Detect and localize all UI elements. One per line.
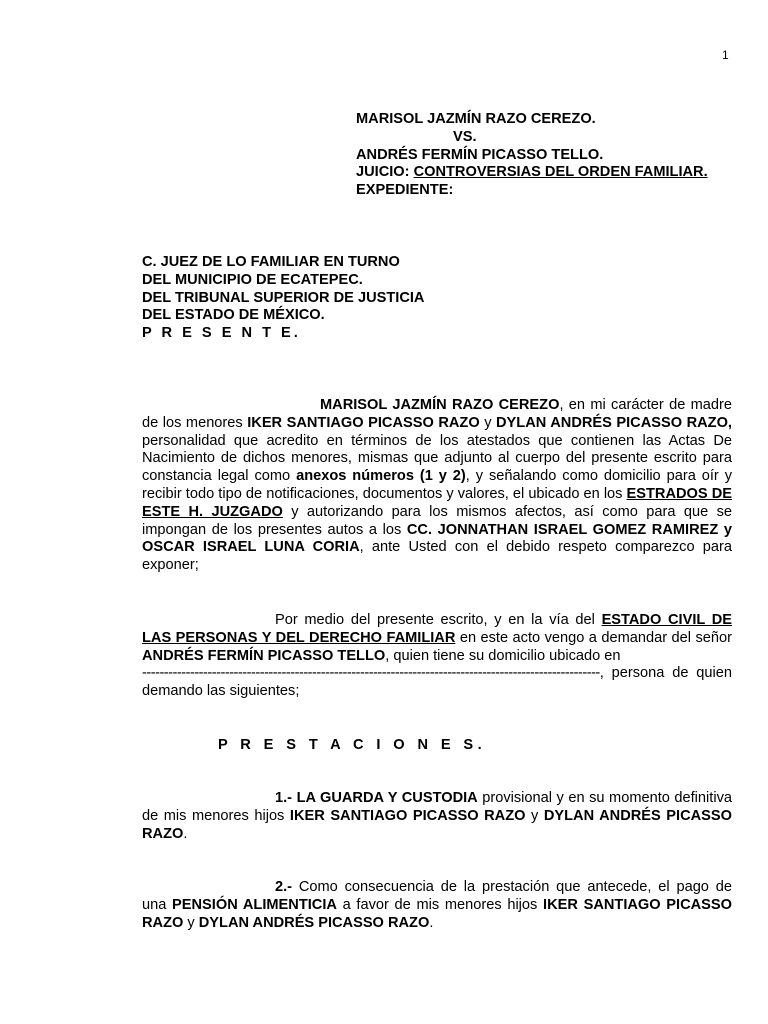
item1-number: 1.- — [275, 790, 297, 806]
item2-seg-2: PENSIÓN ALIMENTICIA — [172, 896, 337, 913]
item1-seg-2: provisional y en su momento definitiva de mis menores hijos — [142, 790, 732, 824]
introduction-paragraph — [142, 397, 732, 575]
item2-seg-7: . — [429, 914, 434, 931]
page-number: 1 — [722, 48, 729, 62]
juicio-label: JUICIO: — [356, 164, 414, 181]
p1-seg-2: , en mi carácter de madre de los menores — [142, 397, 732, 431]
item1-seg-3: IKER SANTIAGO PICASSO RAZO — [289, 807, 526, 824]
p2-seg-1: Por medio del presente escrito, y en la vía del — [275, 612, 602, 628]
addressee-block — [142, 254, 424, 343]
addressee-line-1: C. JUEZ DE LO FAMILIAR EN TURNO — [142, 254, 400, 270]
item1-seg-4: y — [525, 807, 544, 824]
p1-seg-7: anexos números (1 y 2) — [296, 468, 466, 485]
p1-seg-10: y autorizando para los mismos afectos, así como para que se impongan de los presentes autos a los — [142, 503, 733, 538]
p2-seg-2: ESTADO CIVIL DE LAS PERSONAS Y DEL DERECHO FAMILIAR — [142, 612, 732, 646]
item2-seg-1: Como consecuencia de la prestación que antecede, el pago de una — [142, 879, 732, 913]
item1-seg-1: LA GUARDA Y CUSTODIA — [296, 790, 478, 806]
item2-seg-5: y — [183, 914, 199, 931]
p2-seg-5: , quien tiene su domicilio ubicado en — [385, 647, 621, 664]
p1-seg-8: , y señalando como domicilio para oír y recibir todo tipo de notificaciones, documentos y valores, el ubicado en los — [142, 468, 732, 502]
p2-seg-3: en este acto vengo a demandar del señor — [455, 629, 732, 646]
presente-line: P R E S E N T E. — [142, 325, 301, 342]
addressee-line-4: DEL ESTADO DE MÉXICO. — [142, 307, 325, 324]
p1-seg-5: DYLAN ANDRÉS PICASSO RAZO, — [496, 414, 732, 431]
prestacion-item-1 — [142, 790, 732, 843]
p2-seg-4: ANDRÉS FERMÍN PICASSO TELLO — [142, 647, 386, 664]
demand-paragraph — [142, 612, 732, 701]
juicio-value: CONTROVERSIAS DEL ORDEN FAMILIAR. — [413, 164, 708, 181]
prestaciones-heading: P R E S T A C I O N E S. — [217, 737, 487, 753]
p1-seg-9: ESTRADOS DE ESTE H. JUZGADO — [142, 485, 732, 520]
addressee-line-2: DEL MUNICIPIO DE ECATEPEC. — [142, 271, 363, 288]
item1-seg-5: DYLAN ANDRÉS PICASSO RAZO — [142, 807, 732, 842]
versus-label: VS. — [453, 128, 477, 145]
item2-seg-6: DYLAN ANDRÉS PICASSO RAZO — [198, 914, 430, 931]
case-caption — [356, 111, 708, 200]
p1-seg-11: CC. JONNATHAN ISRAEL GOMEZ RAMIREZ y OSCAR ISRAEL LUNA CORIA — [142, 521, 733, 556]
item2-number: 2.- — [275, 879, 293, 895]
p2-seg-6: --------------------------------------------------------------------------------------------------------- — [142, 665, 600, 682]
defendant-name: ANDRÉS FERMÍN PICASSO TELLO. — [356, 146, 604, 163]
p1-seg-1: MARISOL JAZMÍN RAZO CEREZO — [320, 397, 560, 413]
p1-seg-6: personalidad que acredito en términos de los atestados que contienen las Actas De Nacimiento de dichos menores, mismas que adjunto al cuerpo del presente escrito para constancia legal como — [142, 432, 732, 485]
p1-seg-4: y — [479, 414, 497, 431]
juicio-line — [356, 164, 708, 182]
addressee-line-3: DEL TRIBUNAL SUPERIOR DE JUSTICIA — [142, 289, 425, 306]
item2-seg-3: a favor de mis menores hijos — [336, 896, 544, 913]
item1-seg-6: . — [183, 825, 188, 842]
p2-seg-7: , persona de quien demando las siguientes; — [142, 665, 732, 700]
expediente-label: EXPEDIENTE: — [356, 182, 454, 199]
p1-seg-12: , ante Usted con el debido respeto comparezco para exponer; — [142, 539, 732, 574]
p1-seg-3: IKER SANTIAGO PICASSO RAZO — [247, 414, 480, 431]
item2-seg-4: IKER SANTIAGO PICASSO RAZO — [142, 896, 732, 931]
plaintiff-name: MARISOL JAZMÍN RAZO CEREZO. — [356, 111, 596, 127]
prestacion-item-2 — [142, 879, 732, 932]
